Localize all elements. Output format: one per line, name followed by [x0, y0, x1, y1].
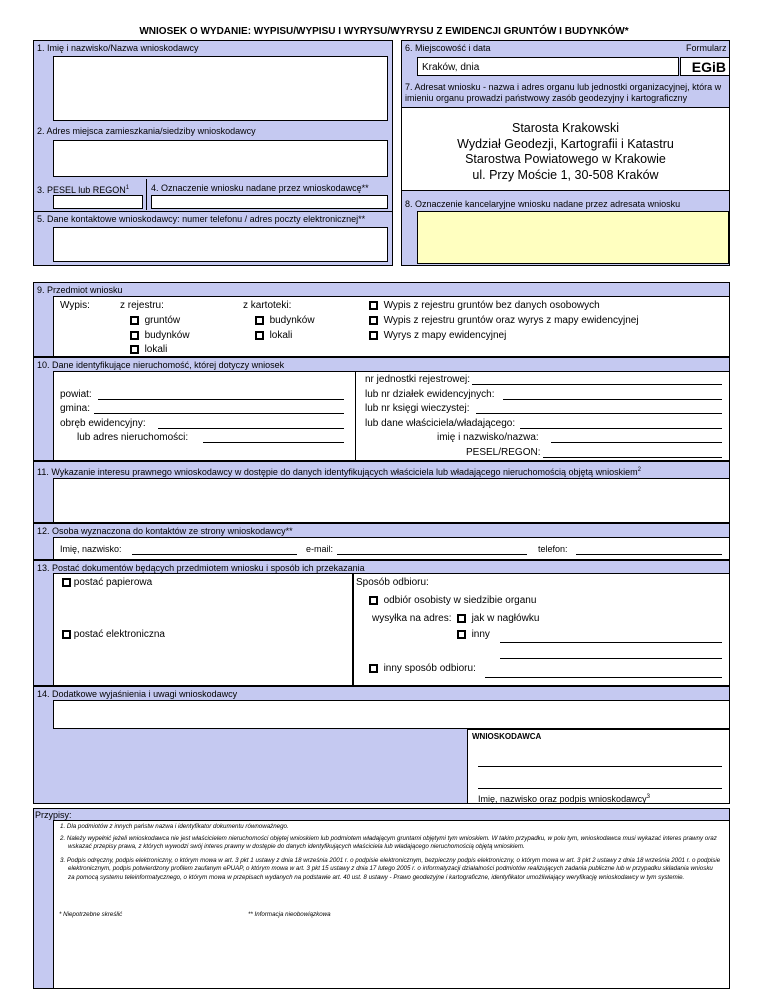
- email-input[interactable]: [337, 554, 527, 555]
- s5-label: 5. Dane kontaktowe wnioskodawcy: numer telefonu / adres poczty elektronicznej**: [37, 214, 366, 224]
- rejestr-budynkow[interactable]: budynków: [130, 330, 190, 342]
- checkbox[interactable]: [62, 578, 71, 587]
- postac-elektroniczna[interactable]: postać elektroniczna: [62, 629, 165, 641]
- s8-label: 8. Oznaczenie kancelaryjne wniosku nadane przez adresata wniosku: [405, 199, 681, 209]
- wnioskodawca-title: WNIOSKODAWCA: [472, 732, 542, 741]
- adres-label: lub adres nieruchomości:: [77, 432, 189, 443]
- office-mark-field[interactable]: [417, 211, 729, 264]
- dane-wlasciciela-label: lub dane właściciela/władającego:: [365, 418, 516, 429]
- inny-sposob-input[interactable]: [485, 677, 722, 678]
- recipient-line: Wydział Geodezji, Kartografii i Katastru: [457, 136, 674, 151]
- checkbox[interactable]: [62, 630, 71, 639]
- footnote-3: 3. Podpis odręczny, podpis elektroniczny, o którym mowa w art. 3 pkt 1 ustawy z dnia 18 września 2001 r. o podpisie elektronicznym, bezpieczny podpis elektroniczny, o którym mowa w art. 3 pkt 2 ustawy z dnia 18 września 2001 r. o podpisie elektronicznym, podpis potwierdzony profilem zaufanym ePUAP, o którym mowa w art. 3 pkt 15 ustawy z dnia 17 lutego 2005 r. o informatyzacji działalności podmiotów realizujących zadania publiczne lub w przypadku składania wniosku za pomocą systemu teleinformatycznego, o którym mowa w przepisach wydanych na podstawie art. 40 ust. 8 ustawy - Prawo geodezyjne i kartograficzne, identyfikator umożliwiający weryfikację wnioskodawcy w tym systemie.: [60, 856, 721, 881]
- nr-ksiegi-label: lub nr księgi wieczystej:: [365, 403, 470, 414]
- nr-dzialek-input[interactable]: [503, 399, 722, 400]
- application-mark-field[interactable]: [151, 195, 388, 209]
- wysylka-label: wysyłka na adres:: [372, 613, 452, 624]
- jak-w-naglowku[interactable]: jak w nagłówku: [457, 613, 539, 625]
- s14-label: 14. Dodatkowe wyjaśnienia i uwagi wnioskodawcy: [37, 689, 238, 699]
- s1-label: 1. Imię i nazwisko/Nazwa wnioskodawcy: [37, 43, 199, 53]
- powiat-input[interactable]: [98, 399, 344, 400]
- checkbox[interactable]: [255, 331, 264, 340]
- nr-jednostki-input[interactable]: [472, 384, 722, 385]
- dane-wlasciciela-input[interactable]: [520, 428, 722, 429]
- footnote-2: 2. Należy wypełnić jeżeli wnioskodawca nie jest właścicielem nieruchomości objętej wnioskiem lub podmiotem władającym gruntami objętymi tym wnioskiem. W takim przypadku, w polu tym, wnioskodawca musi wykazać interes prawny oraz wskazać przepisy prawa, z których wywodzi swój interes prawny w dostępie do danych identyfikujących właściciela lub władającego nieruchomością objętą wnioskiem.: [60, 834, 717, 850]
- niepotrzebne-note: * Niepotrzebne skreślić: [59, 911, 123, 918]
- checkbox[interactable]: [369, 316, 378, 325]
- pesel-regon-input[interactable]: [543, 457, 722, 458]
- obreb-label: obręb ewidencyjny:: [60, 418, 146, 429]
- checkbox[interactable]: [369, 596, 378, 605]
- postac-papierowa[interactable]: postać papierowa: [62, 577, 152, 589]
- applicant-address-field[interactable]: [53, 140, 388, 177]
- nr-dzialek-label: lub nr działek ewidencyjnych:: [365, 389, 495, 400]
- z-rejestru-label: z rejestru:: [120, 300, 164, 311]
- pesel-regon-label: PESEL/REGON:: [466, 447, 541, 458]
- option-wypis-wyrys[interactable]: Wypis z rejestru gruntów oraz wyrys z mapy ewidencyjnej: [369, 315, 639, 327]
- checkbox[interactable]: [255, 316, 264, 325]
- obreb-input[interactable]: [158, 428, 344, 429]
- page-title: WNIOSEK O WYDANIE: WYPISU/WYPISU I WYRYSU/WYRYSU Z EWIDENCJI GRUNTÓW I BUDYNKÓW*: [139, 26, 629, 37]
- checkbox[interactable]: [369, 301, 378, 310]
- s13-label: 13. Postać dokumentów będących przedmiotem wniosku i sposób ich przekazania: [37, 563, 365, 573]
- signature-line-1[interactable]: [478, 766, 722, 767]
- signature-line-2[interactable]: [478, 788, 722, 789]
- contact-name-input[interactable]: [132, 554, 297, 555]
- recipient-line: Starostwa Powiatowego w Krakowie: [465, 152, 666, 166]
- remarks-field[interactable]: [53, 700, 730, 729]
- checkbox[interactable]: [130, 316, 139, 325]
- place-date-field[interactable]: Kraków, dnia: [417, 57, 679, 76]
- form-code: EGiB: [680, 57, 730, 76]
- recipient-line: ul. Przy Moście 1, 30-508 Kraków: [472, 167, 659, 182]
- telefon-label: telefon:: [538, 544, 568, 554]
- przypisy-label: Przypisy:: [35, 810, 72, 820]
- checkbox[interactable]: [457, 614, 466, 623]
- footnote-1: 1. Dla podmiotów z innych państw nazwa i identyfikator dokumentu równoważnego.: [60, 823, 289, 830]
- contact-field[interactable]: [53, 227, 388, 262]
- s3-label: 3. PESEL lub REGON$^1$: [37, 185, 130, 195]
- adres-input[interactable]: [203, 442, 344, 443]
- inny-adres-line-1[interactable]: [500, 642, 722, 643]
- s6-label: 6. Miejscowość i data: [405, 43, 491, 53]
- imie-nazwa-input[interactable]: [551, 442, 722, 443]
- formularz-label: Formularz: [686, 43, 727, 53]
- checkbox[interactable]: [130, 331, 139, 340]
- contact-name-label: Imię, nazwisko:: [60, 544, 122, 554]
- z-kartoteki-label: z kartoteki:: [243, 300, 292, 311]
- nr-ksiegi-input[interactable]: [476, 413, 722, 414]
- gmina-label: gmina:: [60, 403, 91, 414]
- s12-label: 12. Osoba wyznaczona do kontaktów ze strony wnioskodawcy**: [37, 526, 293, 536]
- recipient-field: [401, 107, 730, 191]
- rejestr-lokali[interactable]: lokali: [130, 344, 167, 356]
- telefon-input[interactable]: [576, 554, 722, 555]
- powiat-label: powiat:: [60, 389, 92, 400]
- s7-label: 7. Adresat wniosku - nazwa i adres organu lub jednostki organizacyjnej, która w imieniu organu prowadzi państwowy zasób geodezyjny i kartograficzny: [405, 82, 722, 103]
- applicant-name-field[interactable]: [53, 56, 388, 121]
- inny-adres[interactable]: inny: [457, 629, 490, 641]
- option-wypis-bez-danych[interactable]: Wypis z rejestru gruntów bez danych osobowych: [369, 300, 600, 312]
- wypis-label: Wypis:: [60, 300, 90, 311]
- odbior-osobisty[interactable]: odbiór osobisty w siedzibie organu: [369, 595, 536, 607]
- inny-sposob[interactable]: inny sposób odbioru:: [369, 663, 476, 675]
- s12-body: [53, 537, 730, 560]
- s11-label: 11. Wykazanie interesu prawnego wnioskodawcy w dostępie do danych identyfikujących właściciela lub władającego nieruchomością objętą wnioskiem$^2$: [37, 467, 641, 477]
- legal-interest-field[interactable]: [53, 478, 730, 523]
- option-wyrys[interactable]: Wyrys z mapy ewidencyjnej: [369, 330, 506, 342]
- recipient-line: Starosta Krakowski: [512, 121, 619, 135]
- s10-label: 10. Dane identyfikujące nieruchomość, której dotyczy wniosek: [37, 360, 285, 370]
- footnotes-body: [53, 820, 730, 989]
- kartoteka-budynkow[interactable]: budynków: [255, 315, 315, 327]
- email-label: e-mail:: [306, 544, 334, 554]
- s9-label: 9. Przedmiot wniosku: [37, 285, 123, 295]
- checkbox[interactable]: [457, 630, 466, 639]
- inny-adres-line-2[interactable]: [500, 658, 722, 659]
- podpis-label: Imię, nazwisko oraz podpis wnioskodawcy$^3$: [478, 794, 650, 804]
- kartoteka-lokali[interactable]: lokali: [255, 330, 292, 342]
- gmina-input[interactable]: [94, 413, 344, 414]
- rejestr-gruntow[interactable]: gruntów: [130, 315, 180, 327]
- s2-label: 2. Adres miejsca zamieszkania/siedziby wnioskodawcy: [37, 126, 256, 136]
- nr-jednostki-label: nr jednostki rejestrowej:: [365, 374, 471, 385]
- checkbox[interactable]: [369, 331, 378, 340]
- checkbox[interactable]: [369, 664, 378, 673]
- checkbox[interactable]: [130, 345, 139, 354]
- nieobowiazkowa-note: ** Informacja nieobowiązkowa: [248, 911, 331, 918]
- imie-nazwa-label: imię i nazwisko/nazwa:: [437, 432, 539, 443]
- s4-label: 4. Oznaczenie wniosku nadane przez wnioskodawcę**: [151, 183, 369, 193]
- pesel-field[interactable]: [53, 195, 143, 209]
- sposob-label: Sposób odbioru:: [356, 577, 429, 588]
